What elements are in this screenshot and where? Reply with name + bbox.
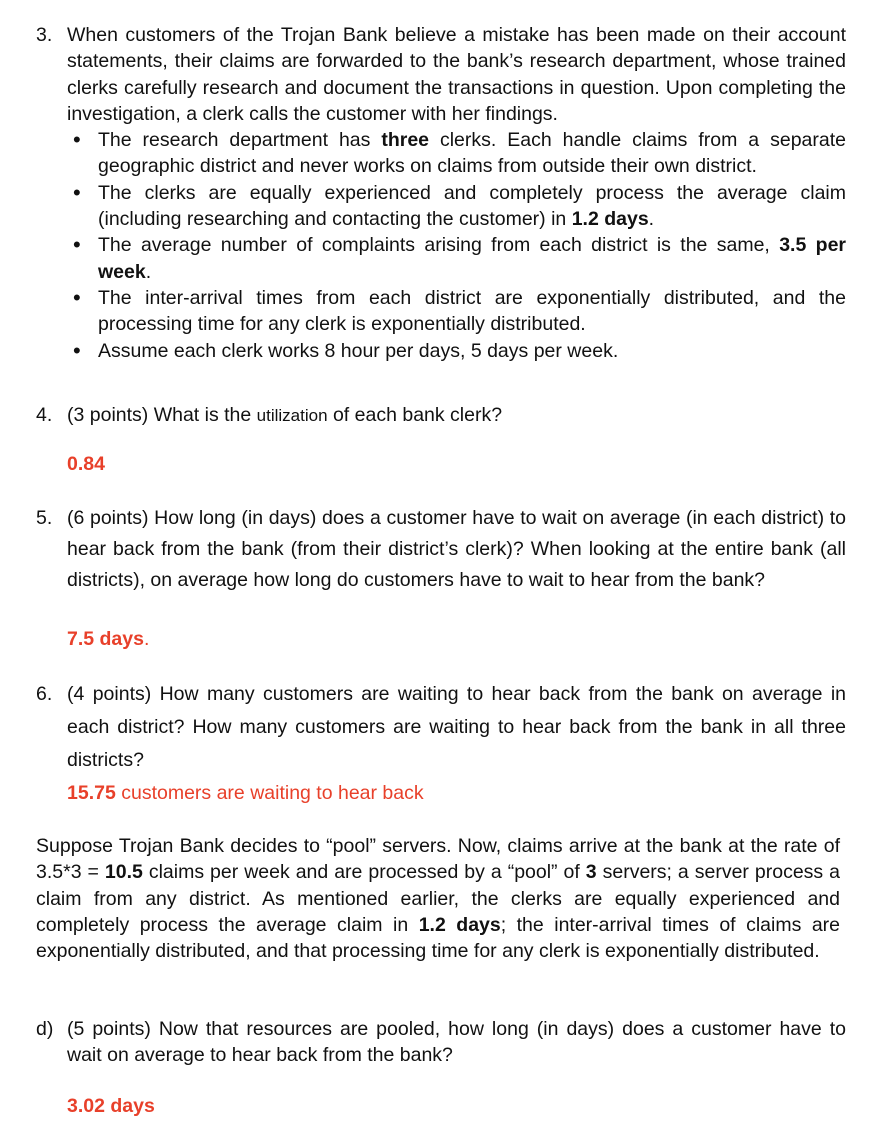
bullet-icon: •	[73, 179, 81, 205]
question-4-answer: 0.84	[67, 453, 105, 475]
question-5-text: (6 points) How long (in days) does a customer have to wait on average (in each district) to hear back from the bank (from their district’s clerk)? When looking at the entire bank (all districts), on average how long do customers have to wait to hear from the bank?	[67, 507, 846, 591]
question-6-number: 6.	[36, 683, 53, 705]
question-d	[36, 1016, 846, 1069]
pooled-servers-paragraph: Suppose Trojan Bank decides to “pool” servers. Now, claims arrive at the bank at the rate of 3.5*3 = 10.5 claims per week and are processed by a “pool” of 3 servers; a server process a claim from any district. As mentioned earlier, the clerks are equally experienced and completely process the average claim in 1.2 days; the inter-arrival times of claims are exponentially distributed, and that processing time for any clerk is exponentially distributed.	[36, 835, 840, 963]
bullet-icon: •	[73, 232, 81, 258]
bullet-item-4: • The inter-arrival times from each district are exponentially distributed, and the processing time for any clerk is exponentially distributed.	[73, 284, 846, 336]
question-3	[36, 22, 846, 364]
question-d-number: d)	[36, 1018, 54, 1040]
question-5-number: 5.	[36, 507, 53, 529]
question-4-number: 4.	[36, 404, 53, 426]
question-6-text: (4 points) How many customers are waiting to hear back from the bank on average in each district? How many customers are waiting to hear back from the bank in all three districts?	[67, 683, 846, 771]
bullet-item-5: • Assume each clerk works 8 hour per days, 5 days per week.	[73, 337, 619, 363]
question-4-text: (3 points) What is the utilization of each bank clerk?	[67, 404, 503, 426]
question-5-answer: 7.5 days.	[67, 628, 150, 650]
bullet-icon: •	[73, 337, 81, 363]
question-d-text: (5 points) Now that resources are pooled, how long (in days) does a customer have to wait on average to hear back from the bank?	[67, 1018, 846, 1067]
question-d-answer: 3.02 days	[67, 1095, 155, 1117]
bullet-item-1: • The research department has three clerks. Each handle claims from a separate geographic district and never works on claims from outside their own district.	[73, 127, 846, 178]
question-3-bullet-list	[67, 127, 846, 364]
question-6-answer: 15.75 customers are waiting to hear back	[67, 782, 424, 804]
question-5	[36, 503, 846, 596]
question-3-intro: When customers of the Trojan Bank believe a mistake has been made on their account statements, their claims are forwarded to the bank’s research department, whose trained clerks carefully research and document the transactions in question. Upon completing the investigation, a clerk calls the customer with her findings.	[67, 24, 846, 125]
bullet-item-3: • The average number of complaints arising from each district is the same, 3.5 per week.	[73, 232, 847, 283]
question-6	[36, 678, 846, 777]
bullet-item-2: • The clerks are equally experienced and completely process the average claim (including researching and contacting the customer) in 1.2 days.	[73, 179, 846, 231]
question-3-number: 3.	[36, 24, 53, 46]
bullet-icon: •	[73, 284, 81, 310]
bullet-icon: •	[73, 127, 81, 153]
question-4	[36, 402, 846, 429]
